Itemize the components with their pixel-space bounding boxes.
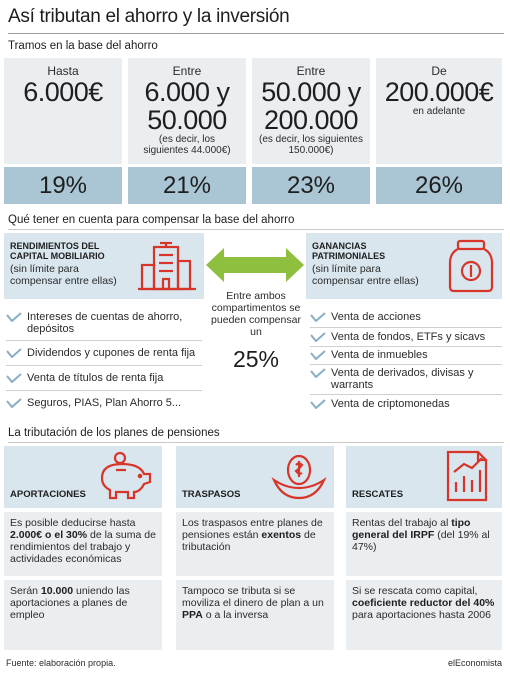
rescates-cell-1: Rentas del trabajo al tipo general del IRPF (del 19% al 47%)	[346, 512, 502, 576]
list-item: Seguros, PIAS, Plan Ahorro 5...	[6, 397, 202, 409]
check-icon	[6, 373, 22, 383]
rate-4: 26%	[376, 167, 502, 204]
tramo-amount: 50.000 y	[261, 77, 361, 107]
nest-egg-icon	[270, 450, 328, 502]
compensation-text: Entre ambos compartimentos se pueden compensar un	[211, 290, 301, 338]
money-jar-icon	[446, 237, 496, 295]
check-icon	[310, 312, 326, 322]
section-compensar-title: Qué tener en cuenta para compensar la base del ahorro	[8, 214, 295, 226]
list-item: Venta de títulos de renta fija	[6, 372, 202, 384]
check-icon	[310, 399, 326, 409]
check-icon	[310, 368, 326, 378]
tramo-note: (es decir, los siguientes 150.000€)	[259, 134, 363, 156]
aportaciones-heading: APORTACIONES	[10, 489, 86, 500]
list-item: Venta de criptomonedas	[310, 398, 502, 410]
check-icon	[6, 348, 22, 358]
rescates-header	[346, 446, 502, 508]
tramo-label: Hasta	[47, 64, 79, 78]
capital-mobiliario-box	[4, 233, 204, 299]
capital-mobiliario-heading: RENDIMIENTOS DEL CAPITAL MOBILIARIO	[10, 241, 105, 261]
source-note: Fuente: elaboración propia.	[6, 658, 116, 668]
tramo-2	[128, 58, 246, 164]
list-item: Venta de acciones	[310, 311, 502, 323]
list-item: Venta de fondos, ETFs y sicavs	[310, 331, 502, 343]
tramo-note: en adelante	[412, 106, 466, 117]
compensation-percentage: 25%	[232, 346, 280, 372]
aportaciones-cell-1: Es posible deducirse hasta 2.000€ o el 30% de la suma de rendimientos del trabajo y actividades económicas	[4, 512, 162, 576]
list-divider	[6, 390, 202, 391]
list-item: Dividendos y cupones de renta fija	[6, 347, 202, 359]
tramo-label: Entre	[172, 64, 202, 78]
list-divider	[310, 394, 502, 395]
double-arrow-icon	[206, 248, 304, 282]
rescates-cell-2: Si se rescata como capital, coeficiente reductor del 40% para aportaciones hasta 2006	[346, 580, 502, 650]
brand-logo: elEconomista	[447, 658, 502, 668]
check-icon	[6, 312, 22, 322]
ganancias-sub: (sin límite para compensar entre ellas)	[312, 263, 419, 287]
check-icon	[310, 350, 326, 360]
list-divider	[310, 346, 502, 347]
list-divider	[6, 365, 202, 366]
check-icon	[6, 398, 22, 408]
tramo-amount: 6.000€	[23, 77, 103, 107]
capital-mobiliario-sub: (sin límite para compensar entre ellas)	[10, 263, 117, 287]
list-item: Intereses de cuentas de ahorro, depósitos	[6, 311, 202, 335]
rate-1: 19%	[4, 167, 122, 204]
tramo-amount: 6.000 y	[144, 77, 230, 107]
section-pensiones-title: La tributación de los planes de pensiones	[8, 427, 220, 439]
tramo-label: De	[431, 64, 447, 78]
tramo-3	[252, 58, 370, 164]
aportaciones-header	[4, 446, 162, 508]
chart-document-icon	[442, 448, 496, 504]
aportaciones-cell-2: Serán 10.000 uniendo las aportaciones a planes de empleo	[4, 580, 162, 650]
title-divider	[8, 33, 504, 34]
traspasos-header	[176, 446, 334, 508]
rate-2: 21%	[128, 167, 246, 204]
list-divider	[310, 327, 502, 328]
section-divider	[8, 442, 504, 443]
traspasos-cell-2: Tampoco se tributa si se moviliza el dinero de plan a un PPA o a la inversa	[176, 580, 334, 650]
traspasos-cell-1: Los traspasos entre planes de pensiones están exentos de tributación	[176, 512, 334, 576]
tramo-4	[376, 58, 502, 164]
section-divider	[8, 229, 504, 230]
list-item: Venta de derivados, divisas y warrants	[310, 367, 502, 391]
list-item: Venta de inmuebles	[310, 349, 502, 361]
traspasos-heading: TRASPASOS	[182, 489, 241, 500]
tramo-label: Entre	[296, 64, 326, 78]
section-tramos-title: Tramos en la base del ahorro	[8, 40, 158, 52]
tramo-amount-2: 200.000	[263, 105, 359, 135]
tramo-note: (es decir, los siguientes 44.000€)	[143, 134, 231, 156]
page-title: Así tributan el ahorro y la inversión	[8, 6, 290, 27]
check-icon	[310, 332, 326, 342]
ganancias-patrimoniales-box	[306, 233, 502, 299]
list-divider	[310, 364, 502, 365]
rate-3: 23%	[252, 167, 370, 204]
tramo-amount-2: 50.000	[147, 105, 227, 135]
tramo-amount: 200.000€	[384, 77, 494, 107]
rescates-heading: RESCATES	[352, 489, 404, 500]
ganancias-heading: GANANCIAS PATRIMONIALES	[312, 241, 386, 261]
list-divider	[6, 340, 202, 341]
piggy-bank-icon	[94, 450, 156, 502]
building-icon	[136, 239, 198, 295]
tramo-1	[4, 58, 122, 164]
